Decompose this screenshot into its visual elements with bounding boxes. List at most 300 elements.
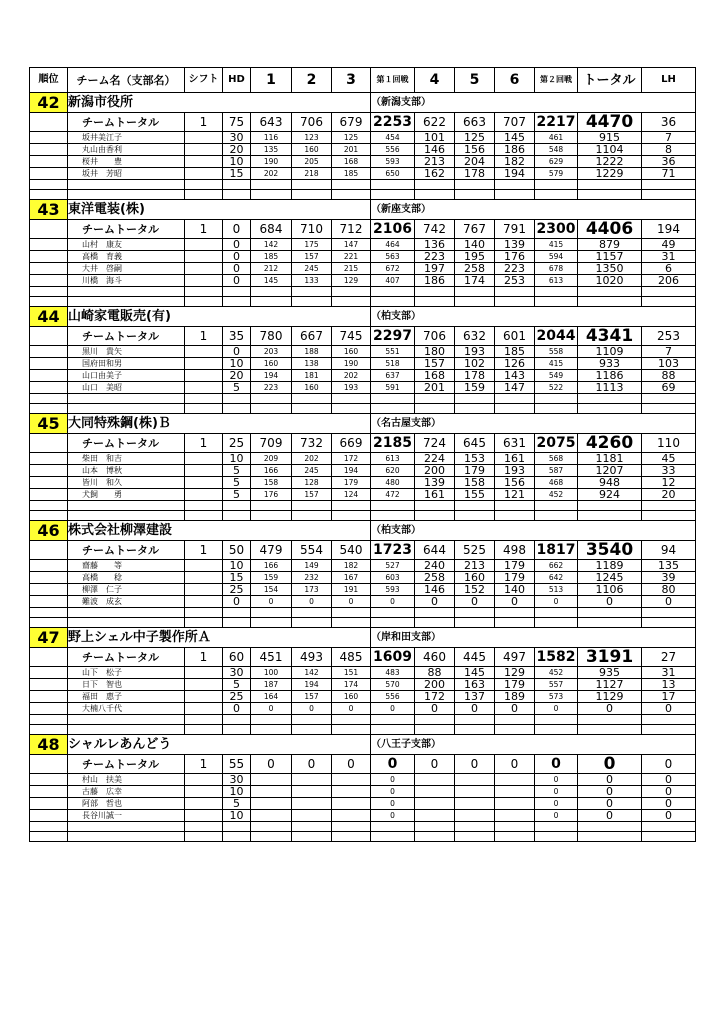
team-r1-cell: 2106 <box>371 220 415 239</box>
blank-cell <box>332 297 371 307</box>
member-row <box>30 596 696 608</box>
team-r1-cell: 2185 <box>371 434 415 453</box>
member-hd-cell: 15 <box>223 168 251 180</box>
member-name: 国府田和男 <box>68 358 185 370</box>
team-header-row <box>30 521 696 541</box>
team-g1-cell: 780 <box>251 327 292 346</box>
header-lh: LH <box>642 68 696 93</box>
member-r1-cell: 464 <box>371 239 415 251</box>
member-name: 山本 博秋 <box>68 465 185 477</box>
member-name: 難波 成玄 <box>68 596 185 608</box>
member-name: 山口 美昭 <box>68 382 185 394</box>
blank-cell <box>535 190 578 200</box>
rank-cell-empty <box>30 465 68 477</box>
member-g3-cell: 151 <box>332 667 371 679</box>
member-g1-cell: 212 <box>251 263 292 275</box>
header-team-name: チーム名（支部名） <box>68 68 185 93</box>
member-g5-cell: 102 <box>455 358 495 370</box>
member-g3-cell: 129 <box>332 275 371 287</box>
team-g3-cell: 679 <box>332 113 371 132</box>
blank-cell <box>495 715 535 725</box>
team-lh-cell: 0 <box>642 755 696 774</box>
member-row <box>30 132 696 144</box>
member-row <box>30 382 696 394</box>
blank-cell <box>251 404 292 414</box>
blank-cell <box>455 287 495 297</box>
team-g1-cell: 0 <box>251 755 292 774</box>
blank-cell <box>415 501 455 511</box>
member-g3-cell: 190 <box>332 358 371 370</box>
member-g2-cell: 0 <box>292 596 332 608</box>
team-header-row <box>30 307 696 327</box>
blank-cell <box>30 608 68 618</box>
blank-row <box>30 511 696 521</box>
member-shift-cell <box>185 358 223 370</box>
member-r2-cell: 452 <box>535 667 578 679</box>
member-total-cell: 1106 <box>578 584 642 596</box>
member-lh-cell: 13 <box>642 679 696 691</box>
team-header-row <box>30 735 696 755</box>
blank-cell <box>251 180 292 190</box>
member-g2-cell: 202 <box>292 453 332 465</box>
blank-cell <box>371 501 415 511</box>
rank-cell-empty <box>30 810 68 822</box>
team-total-label: チームトータル <box>68 755 185 774</box>
member-name: 齋藤 等 <box>68 560 185 572</box>
blank-cell <box>455 715 495 725</box>
blank-cell <box>332 608 371 618</box>
member-total-cell: 1127 <box>578 679 642 691</box>
blank-row <box>30 832 696 842</box>
member-r1-cell: 0 <box>371 798 415 810</box>
blank-cell <box>30 287 68 297</box>
blank-cell <box>535 394 578 404</box>
member-g5-cell: 0 <box>455 703 495 715</box>
blank-cell <box>578 725 642 735</box>
member-total-cell: 915 <box>578 132 642 144</box>
member-r1-cell: 0 <box>371 786 415 798</box>
member-g3-cell: 174 <box>332 679 371 691</box>
team-g6-cell: 601 <box>495 327 535 346</box>
blank-cell <box>535 287 578 297</box>
member-name: 丸山由香利 <box>68 144 185 156</box>
member-r1-cell: 620 <box>371 465 415 477</box>
rank-cell-empty <box>30 144 68 156</box>
team-g6-cell: 498 <box>495 541 535 560</box>
member-g5-cell: 156 <box>455 144 495 156</box>
rank-cell-empty <box>30 489 68 501</box>
member-name: 高橋 育義 <box>68 251 185 263</box>
member-g6-cell: 139 <box>495 239 535 251</box>
team-lh-cell: 194 <box>642 220 696 239</box>
member-g2-cell <box>292 810 332 822</box>
member-g2-cell: 245 <box>292 263 332 275</box>
blank-cell <box>455 618 495 628</box>
blank-cell <box>642 511 696 521</box>
team-hd-cell: 75 <box>223 113 251 132</box>
member-row <box>30 810 696 822</box>
team-g5-cell: 663 <box>455 113 495 132</box>
member-row <box>30 453 696 465</box>
team-r2-cell: 1817 <box>535 541 578 560</box>
team-r1-cell: 2297 <box>371 327 415 346</box>
member-g4-cell <box>415 798 455 810</box>
member-shift-cell <box>185 703 223 715</box>
member-g5-cell: 152 <box>455 584 495 596</box>
team-total-row <box>30 434 696 453</box>
member-name: 福田 惠子 <box>68 691 185 703</box>
team-total-cell: 0 <box>578 755 642 774</box>
team-total-cell: 4341 <box>578 327 642 346</box>
member-g2-cell: 188 <box>292 346 332 358</box>
team-lh-cell: 110 <box>642 434 696 453</box>
team-r2-cell: 0 <box>535 755 578 774</box>
blank-cell <box>371 190 415 200</box>
branch-name: （岸和田支部） <box>371 628 696 648</box>
blank-cell <box>371 822 415 832</box>
member-r2-cell: 0 <box>535 798 578 810</box>
member-g1-cell: 0 <box>251 703 292 715</box>
blank-cell <box>292 501 332 511</box>
team-g2-cell: 732 <box>292 434 332 453</box>
member-g5-cell: 137 <box>455 691 495 703</box>
blank-row <box>30 287 696 297</box>
member-shift-cell <box>185 346 223 358</box>
team-g2-cell: 0 <box>292 755 332 774</box>
member-r2-cell: 568 <box>535 453 578 465</box>
member-g1-cell: 166 <box>251 465 292 477</box>
member-g1-cell <box>251 810 292 822</box>
member-row <box>30 346 696 358</box>
member-g6-cell <box>495 786 535 798</box>
member-lh-cell: 8 <box>642 144 696 156</box>
member-lh-cell: 0 <box>642 774 696 786</box>
blank-cell <box>68 297 185 307</box>
member-shift-cell <box>185 251 223 263</box>
team-shift-cell: 1 <box>185 327 223 346</box>
blank-cell <box>30 501 68 511</box>
member-r1-cell: 593 <box>371 156 415 168</box>
member-shift-cell <box>185 453 223 465</box>
team-total-cell: 4470 <box>578 113 642 132</box>
member-g6-cell: 129 <box>495 667 535 679</box>
member-shift-cell <box>185 168 223 180</box>
member-r1-cell: 0 <box>371 774 415 786</box>
blank-cell <box>185 404 223 414</box>
member-g5-cell: 159 <box>455 382 495 394</box>
member-g2-cell <box>292 774 332 786</box>
blank-cell <box>642 287 696 297</box>
member-r1-cell: 613 <box>371 453 415 465</box>
blank-cell <box>30 511 68 521</box>
member-hd-cell: 10 <box>223 560 251 572</box>
blank-cell <box>642 725 696 735</box>
blank-cell <box>642 832 696 842</box>
blank-cell <box>68 608 185 618</box>
header-round-1: 第１回戦 <box>371 68 415 93</box>
member-g1-cell: 116 <box>251 132 292 144</box>
blank-cell <box>642 608 696 618</box>
member-total-cell: 1020 <box>578 275 642 287</box>
member-g3-cell: 191 <box>332 584 371 596</box>
blank-cell <box>495 618 535 628</box>
member-g3-cell <box>332 786 371 798</box>
rank-cell-empty <box>30 358 68 370</box>
blank-cell <box>30 404 68 414</box>
blank-cell <box>371 297 415 307</box>
blank-cell <box>495 404 535 414</box>
member-hd-cell: 10 <box>223 453 251 465</box>
member-g2-cell: 157 <box>292 251 332 263</box>
rank-cell-empty <box>30 263 68 275</box>
blank-cell <box>495 190 535 200</box>
team-g1-cell: 451 <box>251 648 292 667</box>
team-total-row <box>30 113 696 132</box>
rank-cell-empty <box>30 703 68 715</box>
rank-cell-empty <box>30 774 68 786</box>
blank-cell <box>223 822 251 832</box>
member-g5-cell: 179 <box>455 465 495 477</box>
blank-cell <box>642 297 696 307</box>
team-shift-cell: 1 <box>185 113 223 132</box>
member-hd-cell: 30 <box>223 132 251 144</box>
member-g4-cell: 258 <box>415 572 455 584</box>
member-name: 大井 啓嗣 <box>68 263 185 275</box>
member-r2-cell: 461 <box>535 132 578 144</box>
member-row <box>30 144 696 156</box>
blank-cell <box>578 822 642 832</box>
member-g2-cell: 138 <box>292 358 332 370</box>
member-lh-cell: 33 <box>642 465 696 477</box>
member-g3-cell: 179 <box>332 477 371 489</box>
blank-cell <box>642 190 696 200</box>
member-g6-cell: 0 <box>495 703 535 715</box>
blank-cell <box>371 608 415 618</box>
header-total: トータル <box>578 68 642 93</box>
blank-cell <box>292 725 332 735</box>
member-g3-cell: 193 <box>332 382 371 394</box>
member-hd-cell: 0 <box>223 263 251 275</box>
member-total-cell: 1186 <box>578 370 642 382</box>
member-r2-cell: 558 <box>535 346 578 358</box>
blank-cell <box>455 511 495 521</box>
member-lh-cell: 7 <box>642 346 696 358</box>
team-total-label: チームトータル <box>68 327 185 346</box>
team-total-label: チームトータル <box>68 113 185 132</box>
member-name: 坂井 芳昭 <box>68 168 185 180</box>
blank-cell <box>371 394 415 404</box>
member-hd-cell: 0 <box>223 596 251 608</box>
member-g5-cell: 158 <box>455 477 495 489</box>
team-total-cell: 4406 <box>578 220 642 239</box>
blank-cell <box>535 715 578 725</box>
rank-badge: 42 <box>30 93 68 113</box>
blank-cell <box>68 287 185 297</box>
member-shift-cell <box>185 370 223 382</box>
member-total-cell: 0 <box>578 786 642 798</box>
blank-cell <box>415 715 455 725</box>
blank-cell <box>455 608 495 618</box>
blank-cell <box>185 822 223 832</box>
header-game-2: 2 <box>292 68 332 93</box>
team-g3-cell: 712 <box>332 220 371 239</box>
blank-cell <box>495 832 535 842</box>
team-header-row <box>30 628 696 648</box>
team-g6-cell: 707 <box>495 113 535 132</box>
team-g4-cell: 742 <box>415 220 455 239</box>
blank-cell <box>185 297 223 307</box>
blank-cell <box>292 394 332 404</box>
blank-cell <box>30 618 68 628</box>
member-g2-cell: 181 <box>292 370 332 382</box>
member-r1-cell: 407 <box>371 275 415 287</box>
blank-cell <box>415 832 455 842</box>
member-r2-cell: 662 <box>535 560 578 572</box>
member-total-cell: 1129 <box>578 691 642 703</box>
member-g6-cell: 145 <box>495 132 535 144</box>
member-r1-cell: 603 <box>371 572 415 584</box>
member-g4-cell: 0 <box>415 596 455 608</box>
blank-cell <box>332 715 371 725</box>
branch-name: （柏支部） <box>371 521 696 541</box>
member-row <box>30 667 696 679</box>
member-total-cell: 0 <box>578 774 642 786</box>
member-g3-cell: 201 <box>332 144 371 156</box>
blank-cell <box>68 822 185 832</box>
member-g1-cell: 190 <box>251 156 292 168</box>
blank-cell <box>68 725 185 735</box>
member-g4-cell <box>415 786 455 798</box>
member-g6-cell: 121 <box>495 489 535 501</box>
member-hd-cell: 25 <box>223 584 251 596</box>
member-g6-cell: 126 <box>495 358 535 370</box>
blank-cell <box>535 618 578 628</box>
branch-name: （名古屋支部） <box>371 414 696 434</box>
team-total-label: チームトータル <box>68 434 185 453</box>
member-g4-cell <box>415 774 455 786</box>
member-g3-cell: 182 <box>332 560 371 572</box>
rank-cell-empty <box>30 798 68 810</box>
blank-cell <box>223 501 251 511</box>
team-g4-cell: 0 <box>415 755 455 774</box>
blank-cell <box>30 394 68 404</box>
rank-badge: 45 <box>30 414 68 434</box>
member-row <box>30 560 696 572</box>
member-total-cell: 1157 <box>578 251 642 263</box>
member-lh-cell: 0 <box>642 703 696 715</box>
blank-cell <box>535 608 578 618</box>
member-g3-cell: 167 <box>332 572 371 584</box>
member-g5-cell <box>455 798 495 810</box>
member-r1-cell: 551 <box>371 346 415 358</box>
team-shift-cell: 1 <box>185 220 223 239</box>
blank-cell <box>68 180 185 190</box>
member-g6-cell: 179 <box>495 560 535 572</box>
blank-cell <box>251 618 292 628</box>
header-game-3: 3 <box>332 68 371 93</box>
team-name: 野上シェル中子製作所Ａ <box>68 628 371 648</box>
blank-cell <box>223 608 251 618</box>
team-g4-cell: 622 <box>415 113 455 132</box>
member-r1-cell: 518 <box>371 358 415 370</box>
member-g3-cell: 172 <box>332 453 371 465</box>
member-g6-cell: 143 <box>495 370 535 382</box>
blank-cell <box>30 180 68 190</box>
member-hd-cell: 10 <box>223 358 251 370</box>
blank-cell <box>415 287 455 297</box>
rank-cell-empty <box>30 679 68 691</box>
blank-cell <box>68 394 185 404</box>
member-name: 皆川 和久 <box>68 477 185 489</box>
member-total-cell: 1113 <box>578 382 642 394</box>
member-name: 犬飼 勇 <box>68 489 185 501</box>
blank-cell <box>185 287 223 297</box>
member-g2-cell: 128 <box>292 477 332 489</box>
blank-cell <box>223 287 251 297</box>
blank-cell <box>371 832 415 842</box>
rank-cell-empty <box>30 572 68 584</box>
member-shift-cell <box>185 572 223 584</box>
member-total-cell: 1109 <box>578 346 642 358</box>
member-r2-cell: 513 <box>535 584 578 596</box>
member-shift-cell <box>185 786 223 798</box>
blank-cell <box>292 715 332 725</box>
blank-cell <box>185 394 223 404</box>
member-r2-cell: 629 <box>535 156 578 168</box>
member-g4-cell: 0 <box>415 703 455 715</box>
member-r2-cell: 415 <box>535 358 578 370</box>
member-g5-cell <box>455 810 495 822</box>
member-g1-cell: 159 <box>251 572 292 584</box>
blank-cell <box>415 725 455 735</box>
member-g4-cell: 200 <box>415 465 455 477</box>
blank-cell <box>185 511 223 521</box>
rank-cell-empty <box>30 327 68 346</box>
team-lh-cell: 27 <box>642 648 696 667</box>
blank-cell <box>535 511 578 521</box>
member-lh-cell: 36 <box>642 156 696 168</box>
member-lh-cell: 0 <box>642 798 696 810</box>
member-g2-cell: 149 <box>292 560 332 572</box>
blank-cell <box>415 608 455 618</box>
member-g6-cell: 189 <box>495 691 535 703</box>
blank-cell <box>455 725 495 735</box>
member-r1-cell: 454 <box>371 132 415 144</box>
member-name: 山下 松子 <box>68 667 185 679</box>
blank-cell <box>30 822 68 832</box>
member-total-cell: 1222 <box>578 156 642 168</box>
member-name: 山口由美子 <box>68 370 185 382</box>
member-total-cell: 1104 <box>578 144 642 156</box>
member-g4-cell: 186 <box>415 275 455 287</box>
member-row <box>30 572 696 584</box>
member-g6-cell: 193 <box>495 465 535 477</box>
member-g4-cell: 224 <box>415 453 455 465</box>
blank-row <box>30 608 696 618</box>
header-row <box>30 68 696 93</box>
blank-cell <box>535 725 578 735</box>
blank-row <box>30 404 696 414</box>
member-g5-cell <box>455 774 495 786</box>
member-row <box>30 774 696 786</box>
member-g6-cell <box>495 798 535 810</box>
member-g4-cell: 146 <box>415 144 455 156</box>
branch-name: （新座支部） <box>371 200 696 220</box>
blank-cell <box>578 715 642 725</box>
member-lh-cell: 39 <box>642 572 696 584</box>
blank-cell <box>415 404 455 414</box>
member-g6-cell <box>495 774 535 786</box>
